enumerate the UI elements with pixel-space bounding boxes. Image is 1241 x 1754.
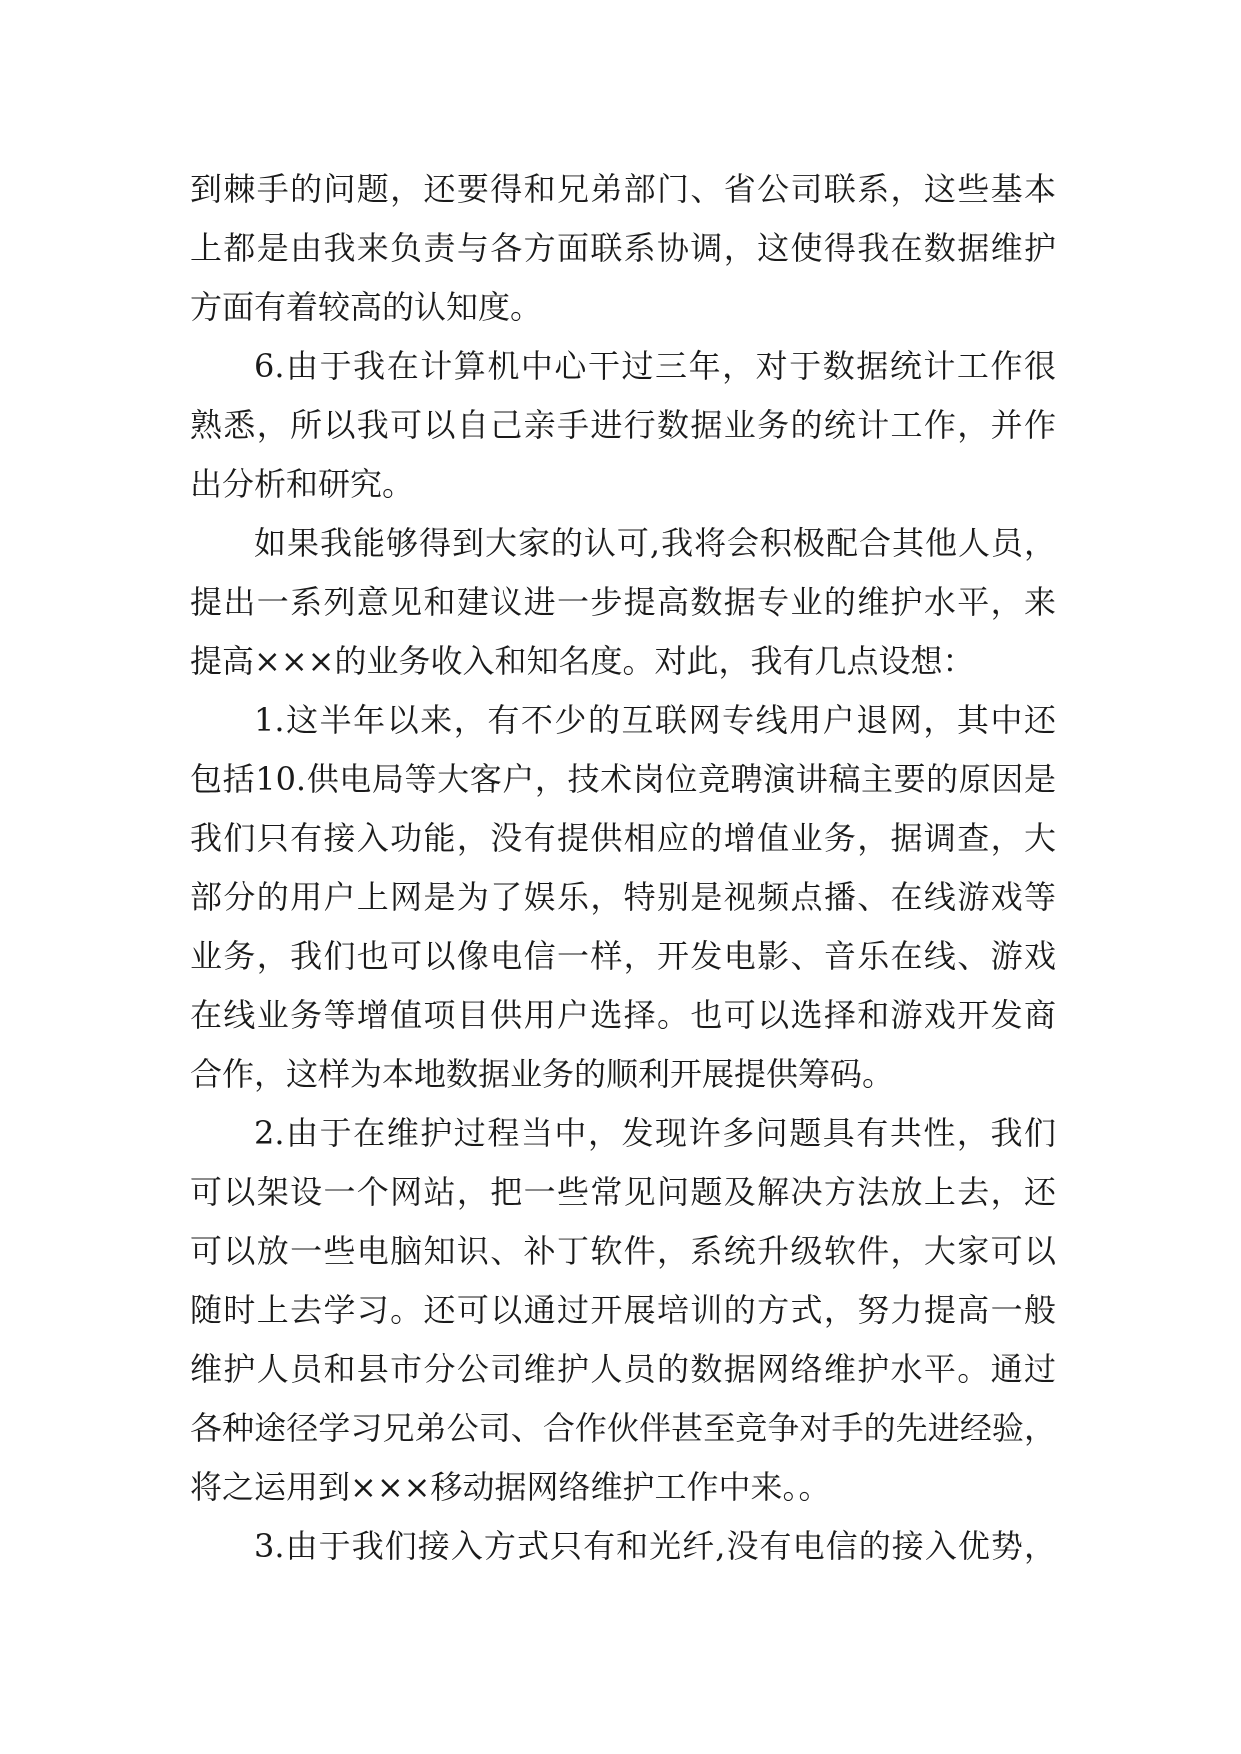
text-line: 可以放一些电脑知识、补丁软件，系统升级软件，大家可以 (190, 1232, 1056, 1270)
text-line: 出分析和研究。 (190, 465, 415, 503)
text-line: 我们只有接入功能，没有提供相应的增值业务，据调查，大 (190, 819, 1056, 857)
document-body (190, 160, 1056, 1576)
text-line: 提出一系列意见和建议进一步提高数据专业的维护水平，来 (190, 583, 1056, 621)
text-line: 如果我能够得到大家的认可,我将会积极配合其他人员， (254, 524, 1056, 562)
text-line: 维护人员和县市分公司维护人员的数据网络维护水平。通过 (190, 1350, 1056, 1388)
text-line: 包括10.供电局等大客户，技术岗位竞聘演讲稿主要的原因是 (190, 760, 1056, 798)
text-line: 将之运用到×××移动据网络维护工作中来。。 (190, 1468, 831, 1506)
text-line: 在线业务等增值项目供用户选择。也可以选择和游戏开发商 (190, 996, 1056, 1034)
text-line: 部分的用户上网是为了娱乐，特别是视频点播、在线游戏等 (190, 878, 1056, 916)
text-line: 方面有着较高的认知度。 (190, 288, 543, 326)
text-line: 合作，这样为本地数据业务的顺利开展提供筹码。 (190, 1055, 895, 1093)
text-line: 上都是由我来负责与各方面联系协调，这使得我在数据维护 (190, 229, 1056, 267)
text-line: 到棘手的问题，还要得和兄弟部门、省公司联系，这些基本 (190, 170, 1056, 208)
text-line: 可以架设一个网站，把一些常见问题及解决方法放上去，还 (190, 1173, 1056, 1211)
text-line: 提高×××的业务收入和知名度。对此，我有几点设想： (190, 642, 975, 680)
text-line: 随时上去学习。还可以通过开展培训的方式，努力提高一般 (190, 1291, 1056, 1329)
text-line: 业务，我们也可以像电信一样，开发电影、音乐在线、游戏 (190, 937, 1056, 975)
text-line: 1.这半年以来，有不少的互联网专线用户退网，其中还 (254, 701, 1056, 739)
text-line: 熟悉，所以我可以自己亲手进行数据业务的统计工作，并作 (190, 406, 1056, 444)
text-line: 各种途径学习兄弟公司、合作伙伴甚至竞争对手的先进经验， (190, 1409, 1056, 1447)
text-line: 2.由于在维护过程当中，发现许多问题具有共性，我们 (254, 1114, 1056, 1152)
text-line: 6.由于我在计算机中心干过三年，对于数据统计工作很 (254, 347, 1056, 385)
text-line: 3.由于我们接入方式只有和光纤,没有电信的接入优势， (254, 1527, 1056, 1565)
